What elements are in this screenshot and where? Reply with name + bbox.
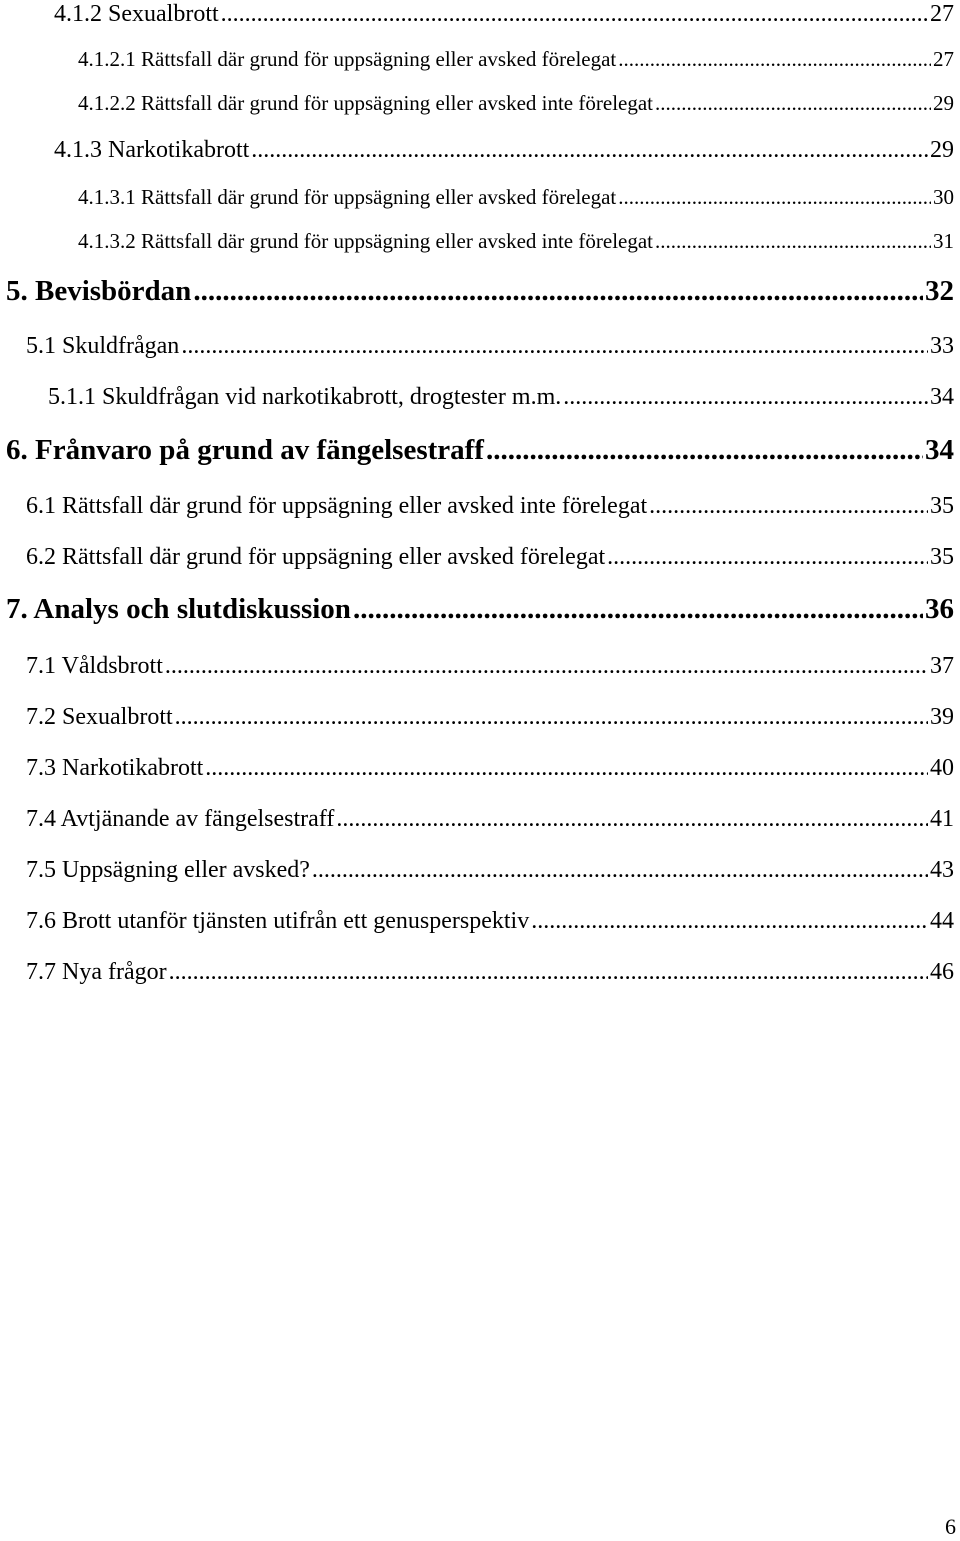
toc-entry[interactable] <box>6 277 954 306</box>
toc-entry[interactable] <box>48 385 954 409</box>
toc-entry-page: 34 <box>925 434 954 466</box>
toc-entry-title: 7.6 Brott utanför tjänsten utifrån ett genusperspektiv <box>26 908 530 934</box>
toc-entry-title: 4.1.3.1 Rättsfall där grund för uppsägning eller avsked förelegat <box>78 185 617 209</box>
toc-entry[interactable] <box>78 49 954 70</box>
toc-entry-page: 33 <box>930 333 954 359</box>
toc-dot-leader <box>165 654 928 678</box>
toc-entry-page: 31 <box>933 229 954 253</box>
toc-dot-leader <box>353 595 923 624</box>
toc-entry-title: 7. Analys och slutdiskussion <box>6 593 351 625</box>
toc-entry-title: 6.1 Rättsfall där grund för uppsägning eller avsked inte förelegat <box>26 493 648 519</box>
toc-entry[interactable] <box>78 93 954 114</box>
toc-entry-page: 36 <box>925 593 954 625</box>
toc-entry[interactable] <box>26 807 954 831</box>
toc-dot-leader <box>655 93 931 114</box>
toc-dot-leader <box>607 545 928 569</box>
toc-dot-leader <box>221 2 928 26</box>
toc-entry[interactable] <box>6 436 954 465</box>
toc-dot-leader <box>563 385 928 409</box>
toc-entry[interactable] <box>26 858 954 882</box>
toc-entry-page: 30 <box>933 185 954 209</box>
toc-entry-title: 4.1.3 Narkotikabrott <box>54 137 250 163</box>
toc-entry-page: 43 <box>930 857 954 883</box>
toc-entry-title: 4.1.2 Sexualbrott <box>54 1 219 27</box>
toc-entry-title: 6. Frånvaro på grund av fängelsestraff <box>6 434 484 466</box>
toc-dot-leader <box>336 807 928 831</box>
toc-entry-title: 7.4 Avtjänande av fängelsestraff <box>26 806 335 832</box>
toc-entry[interactable] <box>54 138 954 162</box>
toc-dot-leader <box>169 960 928 984</box>
toc-entry[interactable] <box>26 494 954 518</box>
toc-entry-page: 27 <box>933 47 954 71</box>
toc-entry[interactable] <box>26 654 954 678</box>
toc-dot-leader <box>312 858 928 882</box>
toc-entry[interactable] <box>78 231 954 252</box>
toc-entry-title: 5.1 Skuldfrågan <box>26 333 180 359</box>
toc-dot-leader <box>531 909 928 933</box>
toc-entry-page: 29 <box>930 137 954 163</box>
toc-dot-leader <box>193 277 923 306</box>
toc-entry-title: 4.1.2.1 Rättsfall där grund för uppsägning eller avsked förelegat <box>78 47 617 71</box>
toc-entry-page: 29 <box>933 91 954 115</box>
toc-entry-page: 37 <box>930 653 954 679</box>
toc-entry-title: 7.3 Narkotikabrott <box>26 755 204 781</box>
toc-dot-leader <box>205 756 928 780</box>
page-number: 6 <box>945 1514 956 1539</box>
toc-dot-leader <box>175 705 928 729</box>
toc-entry-title: 7.2 Sexualbrott <box>26 704 173 730</box>
toc-dot-leader <box>618 49 931 70</box>
toc-entry[interactable] <box>78 187 954 208</box>
toc-dot-leader <box>251 138 928 162</box>
toc-entry[interactable] <box>26 909 954 933</box>
toc-dot-leader <box>486 436 923 465</box>
toc-entry[interactable] <box>54 2 954 26</box>
toc-entry-page: 44 <box>930 908 954 934</box>
toc-entry-page: 46 <box>930 959 954 985</box>
toc-dot-leader <box>655 231 931 252</box>
toc-entry-title: 4.1.2.2 Rättsfall där grund för uppsägning eller avsked inte förelegat <box>78 91 653 115</box>
toc-entry-title: 7.7 Nya frågor <box>26 959 167 985</box>
toc-entry-title: 7.5 Uppsägning eller avsked? <box>26 857 310 883</box>
toc-dot-leader <box>618 187 931 208</box>
toc-entry-title: 7.1 Våldsbrott <box>26 653 163 679</box>
toc-entry-title: 5.1.1 Skuldfrågan vid narkotikabrott, drogtester m.m. <box>48 384 562 410</box>
toc-entry-page: 35 <box>930 544 954 570</box>
toc-entry[interactable] <box>26 705 954 729</box>
toc-entry-title: 5. Bevisbördan <box>6 275 192 307</box>
toc-entry-page: 39 <box>930 704 954 730</box>
toc-entry[interactable] <box>26 756 954 780</box>
toc-entry[interactable] <box>26 545 954 569</box>
toc-entry-page: 34 <box>930 384 954 410</box>
toc-entry-page: 27 <box>930 1 954 27</box>
toc-entry-page: 40 <box>930 755 954 781</box>
toc-dot-leader <box>649 494 928 518</box>
toc-entry-page: 41 <box>930 806 954 832</box>
toc-entry-title: 4.1.3.2 Rättsfall där grund för uppsägning eller avsked inte förelegat <box>78 229 653 253</box>
toc-entry[interactable] <box>26 960 954 984</box>
toc-entry-page: 35 <box>930 493 954 519</box>
toc-entry[interactable] <box>26 334 954 358</box>
toc-entry[interactable] <box>6 595 954 624</box>
toc-entry-page: 32 <box>925 275 954 307</box>
toc-dot-leader <box>181 334 928 358</box>
toc-entry-title: 6.2 Rättsfall där grund för uppsägning eller avsked förelegat <box>26 544 606 570</box>
